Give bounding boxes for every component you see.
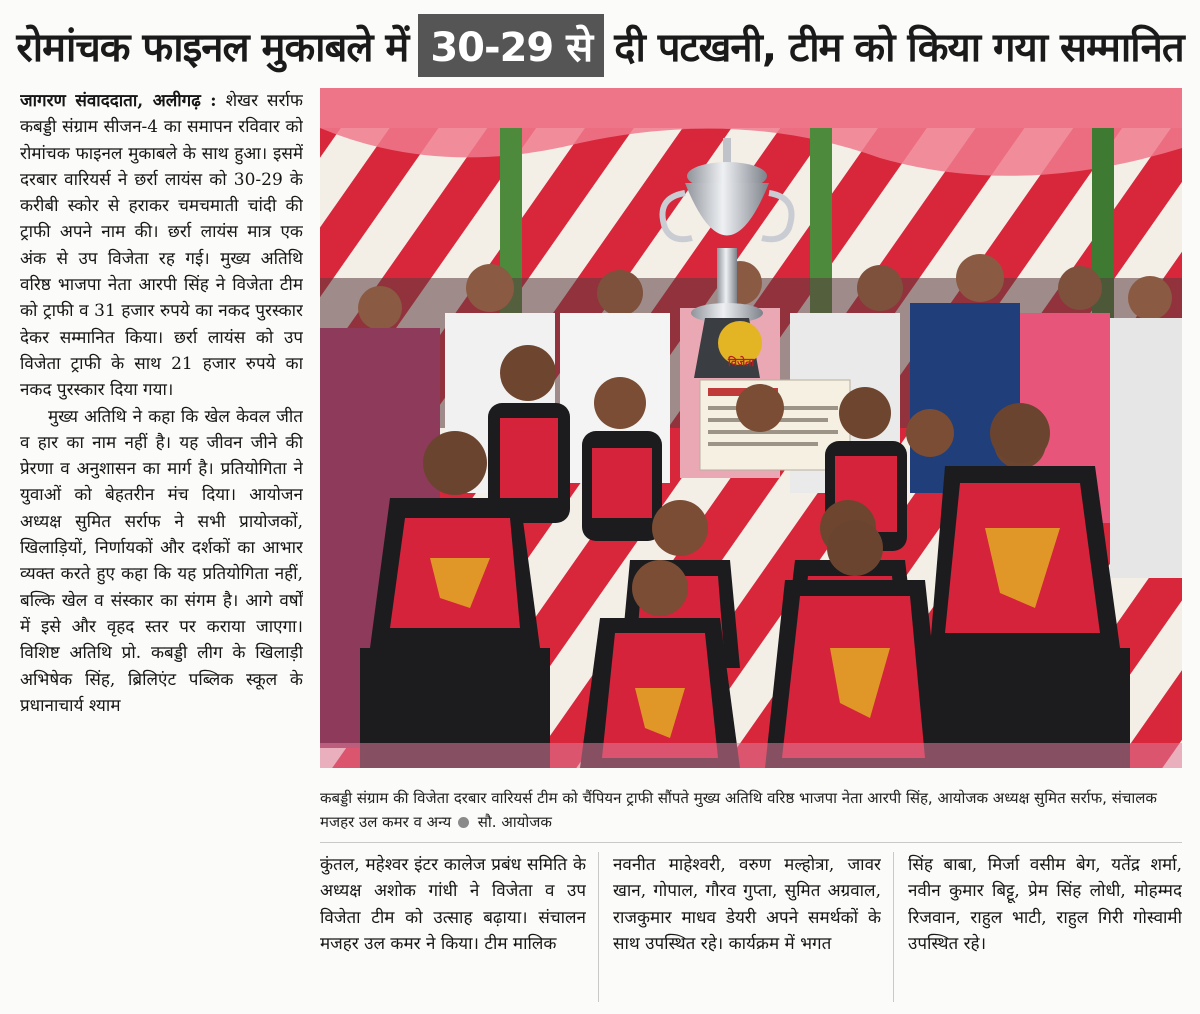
- team-photo-illustration: [320, 88, 1182, 768]
- column-divider-2: [893, 852, 894, 1002]
- photo-credit: सौ. आयोजक: [477, 813, 552, 831]
- article-column-4: [908, 852, 1182, 1002]
- headline-score-box: 30-29 से: [418, 14, 604, 77]
- headline-tail: दी पटखनी, टीम को किया गया सम्मानित: [614, 24, 1184, 71]
- article-column-left: [20, 88, 303, 1000]
- article-column-3: [613, 852, 881, 1002]
- caption-divider: [320, 842, 1182, 843]
- trophy-plaque-text: विजेता: [728, 356, 755, 369]
- photo-caption-text: कबड्डी संग्राम की विजेता दरबार वारियर्स टीम को चैंपियन ट्राफी सौंपते मुख्य अतिथि वरिष्ठ भाजपा नेता आरपी सिंह, आयोजक अध्यक्ष सुमित सर्राफ, संचालक मजहर उल कमर व अन्य: [320, 789, 1157, 831]
- photo-caption: [320, 786, 1182, 838]
- blue-shirt: [910, 303, 1020, 493]
- article-column-2: [320, 852, 586, 1002]
- credit-bullet-icon: [458, 817, 469, 828]
- article-column-2-text: कुंतल, महेश्वर इंटर कालेज प्रबंध समिति के अध्यक्ष अशोक गांधी ने विजेता व उप विजेता टीम को उत्साह बढ़ाया। संचालन मजहर उल कमर ने किया। टीम मालिक: [320, 855, 586, 954]
- team-photo: [320, 88, 1182, 768]
- article-column-3-text: नवनीत माहेश्वरी, वरुण मल्होत्रा, जावर खान, गोपाल, गौरव गुप्ता, सुमित अग्रवाल, राजकुमार माधव डेयरी अपने समर्थकों के साथ उपस्थित रहे। कार्यक्रम में भगत: [613, 855, 881, 954]
- headline-lead: रोमांचक फाइनल मुकाबले में: [16, 24, 409, 71]
- byline: जागरण संवाददाता, अलीगढ़ :: [20, 91, 217, 111]
- article-paragraph-1-text: शेखर सर्राफ कबड्डी संग्राम सीजन-4 का समापन रविवार को रोमांचक फाइनल मुकाबले के साथ हुआ। इसमें दरबार वारियर्स ने छर्रा लायंस को 30-29 के करीबी स्कोर से हराकर चमचमाती चांदी की ट्राफी अपने नाम की। छर्रा लायंस मात्र एक अंक से उप विजेता रह गई। मुख्य अतिथि वरिष्ठ भाजपा नेता आरपी सिंह ने विजेता टीम को ट्राफी व 31 हजार रुपये का नकद पुरस्कार देकर सम्मानित किया। छर्रा लायंस को उप विजेता ट्राफी के साथ 21 हजार रुपये का नकद पुरस्कार दिया गया।: [20, 91, 303, 401]
- article-paragraph-1: [20, 88, 303, 404]
- headline: [12, 10, 1188, 80]
- floor-mat: [320, 743, 1182, 768]
- article-column-4-text: सिंह बाबा, मिर्जा वसीम बेग, यतेंद्र शर्मा, नवीन कुमार बिट्टू, प्रेम सिंह लोधी, मोहम्मद रिजवान, राहुल भाटी, राहुल गिरी गोस्वामी उपस्थित रहे।: [908, 855, 1182, 954]
- column-divider-1: [598, 852, 599, 1002]
- article-paragraph-2: मुख्य अतिथि ने कहा कि खेल केवल जीत व हार का नाम नहीं है। यह जीवन जीने की प्रेरणा व अनुशासन का मार्ग है। प्रतियोगिता ने युवाओं को बेहतरीन मंच दिया। आयोजन अध्यक्ष सुमित सर्राफ ने सभी प्रायोजकों, खिलाड़ियों, निर्णायकों और दर्शकों का आभार व्यक्त करते हुए कहा कि यह प्रतियोगिता नहीं, बल्कि खेल व संस्कार का संगम है। आगे वर्षों में इसे और वृहद स्तर पर कराया जाएगा। विशिष्ट अतिथि प्रो. कबड्डी लीग के खिलाड़ी अभिषेक सिंह, ब्रिलिएंट पब्लिक स्कूल के प्रधानाचार्य श्याम: [20, 406, 303, 716]
